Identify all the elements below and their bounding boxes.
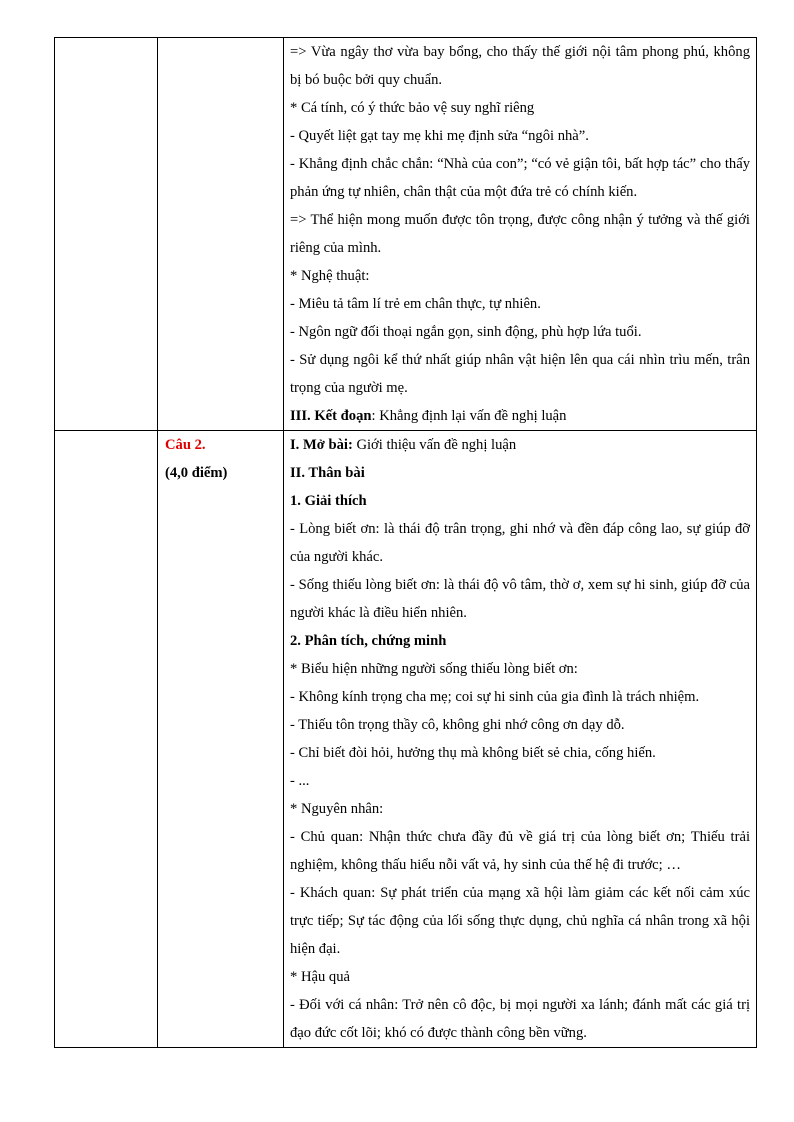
explain-line: - Sống thiếu lòng biết ơn: là thái độ vô tâm, thờ ơ, xem sự hi sinh, giúp đỡ của người khác là điều hiển nhiên. <box>290 577 750 621</box>
answer-line: * Nghệ thuật: <box>290 268 370 284</box>
answer-line: * Cá tính, có ý thức bảo vệ suy nghĩ riêng <box>290 100 535 116</box>
table-row-continuation <box>55 38 757 431</box>
explain-line: - Lòng biết ơn: là thái độ trân trọng, ghi nhớ và đền đáp công lao, sự giúp đỡ của người khác. <box>290 521 750 565</box>
analysis-line: - Thiếu tôn trọng thầy cô, không ghi nhớ công ơn dạy dỗ. <box>290 717 625 733</box>
empty-cell <box>55 431 158 1048</box>
analysis-heading: 2. Phân tích, chứng minh <box>290 633 447 649</box>
closing-line <box>290 402 750 430</box>
table-row-question-2 <box>55 431 757 1048</box>
analysis-line: - Chỉ biết đòi hỏi, hưởng thụ mà không biết sẻ chia, cống hiến. <box>290 745 656 761</box>
answer-content <box>284 431 756 1047</box>
answer-line: - Quyết liệt gạt tay mẹ khi mẹ định sửa “ngôi nhà”. <box>290 128 589 144</box>
answer-cell <box>284 38 757 431</box>
answer-line: - Miêu tả tâm lí trẻ em chân thực, tự nhiên. <box>290 296 541 312</box>
points-label: (4,0 điểm) <box>165 465 228 481</box>
grading-table <box>54 37 757 1048</box>
analysis-line: * Hậu quả <box>290 969 350 985</box>
answer-line: - Khẳng định chắc chắn: “Nhà của con”; “có vẻ giận tôi, bất hợp tác” cho thấy phản ứng tự nhiên, chân thật của một đứa trẻ có chính kiến. <box>290 156 750 200</box>
analysis-line: * Biểu hiện những người sống thiếu lòng biết ơn: <box>290 661 578 677</box>
empty-cell <box>55 38 158 431</box>
analysis-line: * Nguyên nhân: <box>290 801 384 817</box>
analysis-line: - Khách quan: Sự phát triển của mạng xã hội làm giảm các kết nối cảm xúc trực tiếp; Sự tác động của lối sống thực dụng, chủ nghĩa cá nhân trong xã hội hiện đại. <box>290 885 750 957</box>
intro-line <box>290 431 750 459</box>
answer-line: => Vừa ngây thơ vừa bay bổng, cho thấy thế giới nội tâm phong phú, không bị bó buộc bởi quy chuẩn. <box>290 44 750 88</box>
explain-heading: 1. Giải thích <box>290 493 367 509</box>
answer-line: - Ngôn ngữ đối thoại ngắn gọn, sinh động, phù hợp lứa tuổi. <box>290 324 642 340</box>
intro-heading: I. Mở bài: <box>290 437 353 453</box>
answer-line: - Sử dụng ngôi kể thứ nhất giúp nhân vật hiện lên qua cái nhìn trìu mến, trân trọng của người mẹ. <box>290 352 750 396</box>
analysis-line: - Không kính trọng cha mẹ; coi sự hi sinh của gia đình là trách nhiệm. <box>290 689 700 705</box>
analysis-line: - ... <box>290 773 310 789</box>
answer-line: => Thể hiện mong muốn được tôn trọng, được công nhận ý tưởng và thế giới riêng của mình. <box>290 212 750 256</box>
closing-heading: III. Kết đoạn <box>290 408 372 424</box>
body-heading: II. Thân bài <box>290 465 365 481</box>
empty-label-cell <box>158 38 284 431</box>
question-label: Câu 2. <box>165 437 206 453</box>
analysis-line: - Đối với cá nhân: Trở nên cô độc, bị mọi người xa lánh; đánh mất các giá trị đạo đức cốt lõi; khó có được thành công bền vững. <box>290 997 750 1041</box>
intro-text: Giới thiệu vấn đề nghị luận <box>352 437 517 453</box>
closing-text: : Khẳng định lại vấn đề nghị luận <box>371 408 567 424</box>
question-label-cell <box>158 431 284 1048</box>
answer-content <box>284 38 756 430</box>
answer-cell <box>284 431 757 1048</box>
analysis-line: - Chủ quan: Nhận thức chưa đầy đủ về giá trị của lòng biết ơn; Thiếu trải nghiệm, không thấu hiểu nỗi vất vả, hy sinh của thế hệ đi trước; … <box>290 829 750 873</box>
